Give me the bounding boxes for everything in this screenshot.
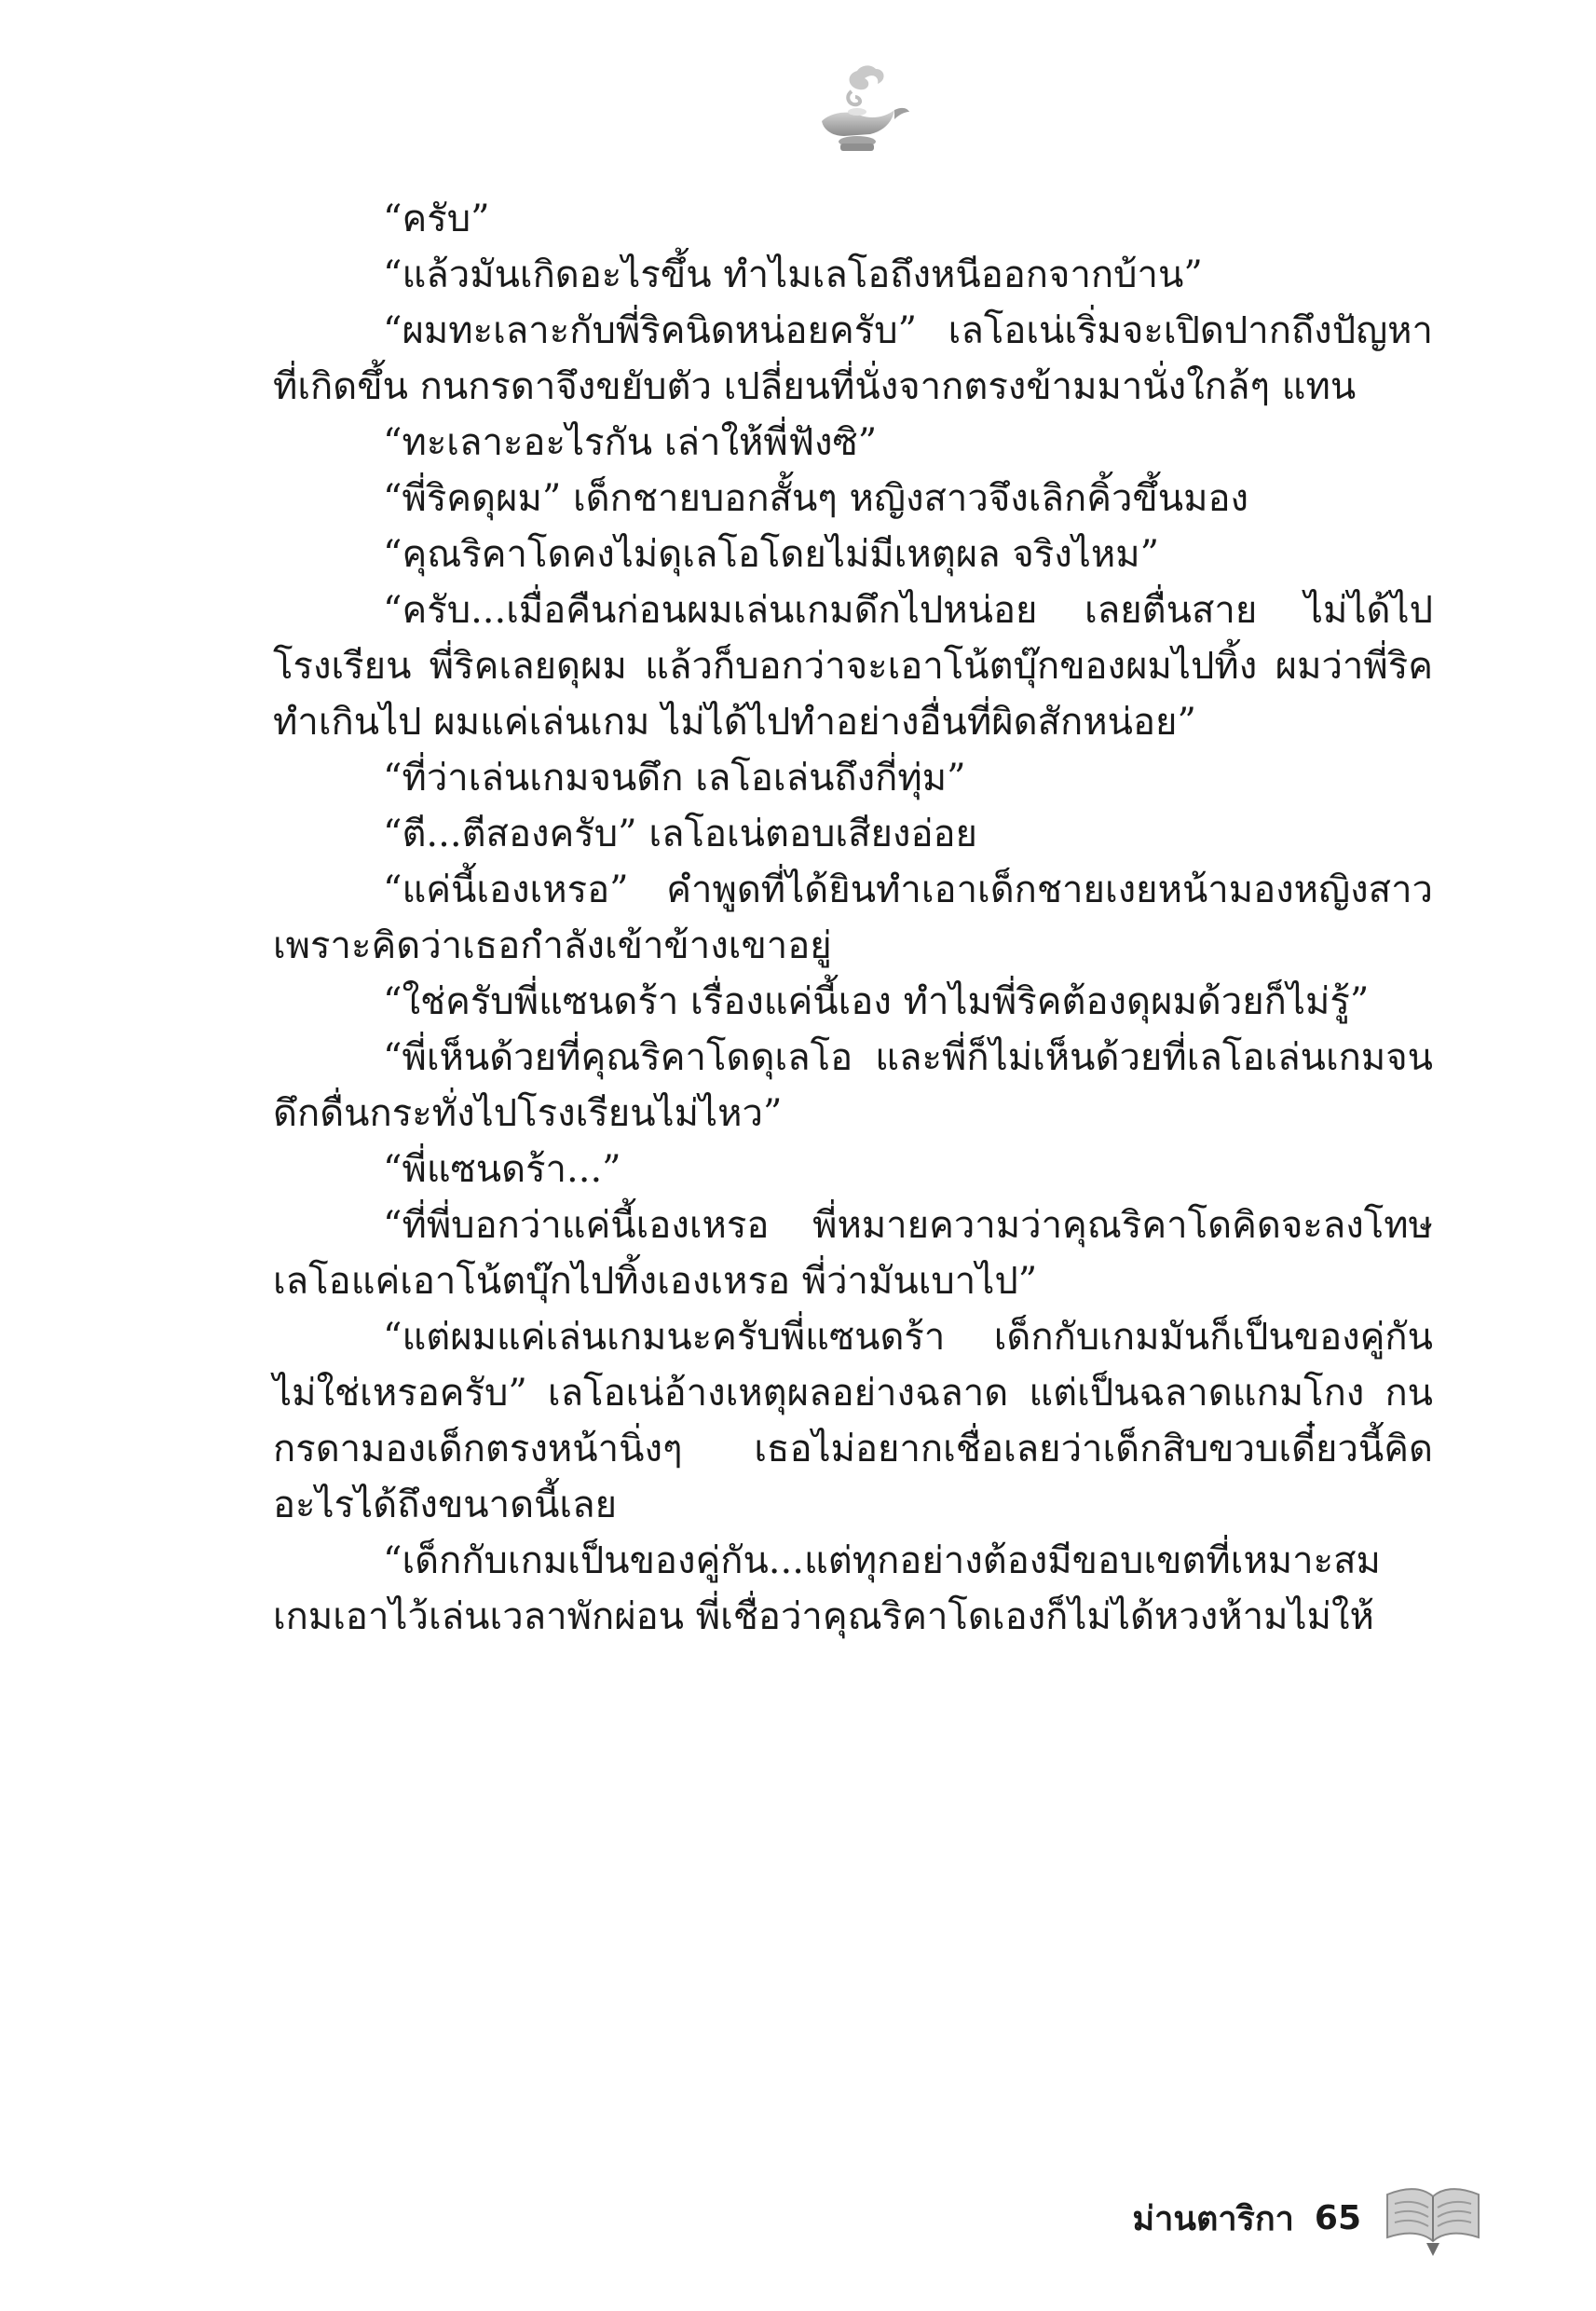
page-number: 65 (1314, 2198, 1361, 2237)
paragraph: “พี่ริคดุผม” เด็กชายบอกสั้นๆ หญิงสาวจึงเลิกคิ้วขึ้นมอง (383, 477, 1249, 520)
paragraph: “ผมทะเลาะกับพี่ริคนิดหน่อยครับ” เลโอเน่เริ่มจะเปิดปากถึงปัญหาที่เกิดขึ้น กนกรดาจึงขยับตัว เปลี่ยนที่นั่งจากตรงข้ามมานั่งใกล้ๆ แทน (273, 309, 1433, 408)
book-title: ม่านตาริกา (1132, 2199, 1294, 2238)
paragraph: “ที่ว่าเล่นเกมจนดึก เลโอเล่นถึงกี่ทุ่ม” (383, 757, 966, 800)
paragraph: “ตี...ตีสองครับ” เลโอเน่ตอบเสียงอ่อย (383, 813, 977, 855)
paragraph: “ครับ” (383, 198, 490, 240)
paragraph: “เด็กกับเกมเป็นของคู่กัน...แต่ทุกอย่างต้องมีขอบเขตที่เหมาะสม เกมเอาไว้เล่นเวลาพักผ่อน พี่เชื่อว่าคุณริคาโดเองก็ไม่ได้หวงห้ามไม่ให้ (273, 1539, 1381, 1638)
paragraph: “พี่เห็นด้วยที่คุณริคาโดดุเลโอ และพี่ก็ไม่เห็นด้วยที่เลโอเล่นเกมจนดึกดื่นกระทั่งไปโรงเรียนไม่ไหว” (273, 1036, 1433, 1135)
paragraph: “ใช่ครับพี่แซนดร้า เรื่องแค่นี้เอง ทำไมพี่ริคต้องดุผมด้วยก็ไม่รู้” (383, 980, 1370, 1023)
paragraph: “พี่แซนดร้า...” (383, 1148, 621, 1191)
paragraph: “ที่พี่บอกว่าแค่นี้เองเหรอ พี่หมายความว่าคุณริคาโดคิดจะลงโทษเลโอแค่เอาโน้ตบุ๊กไปทิ้งเองเหรอ พี่ว่ามันเบาไป” (273, 1204, 1433, 1303)
page-footer (1132, 2176, 1484, 2260)
book-ornament-icon (1382, 2176, 1484, 2260)
body-text (273, 191, 1433, 1645)
paragraph: “ทะเลาะอะไรกัน เล่าให้พี่ฟังซิ” (383, 421, 878, 464)
paragraph: “แต่ผมแค่เล่นเกมนะครับพี่แซนดร้า เด็กกับเกมมันก็เป็นของคู่กันไม่ใช่เหรอครับ” เลโอเน่อ้างเหตุผลอย่างฉลาด แต่เป็นฉลาดแกมโกง กนกรดามองเด็กตรงหน้านิ่งๆ เธอไม่อยากเชื่อเลยว่าเด็กสิบขวบเดี๋ยวนี้คิดอะไรได้ถึงขนาดนี้เลย (273, 1316, 1433, 1526)
magic-lamp-icon (803, 63, 915, 166)
paragraph: “แค่นี้เองเหรอ” คำพูดที่ได้ยินทำเอาเด็กชายเงยหน้ามองหญิงสาวเพราะคิดว่าเธอกำลังเข้าข้างเขาอยู่ (273, 868, 1433, 967)
paragraph: “แล้วมันเกิดอะไรขึ้น ทำไมเลโอถึงหนีออกจากบ้าน” (383, 253, 1203, 296)
paragraph: “ครับ...เมื่อคืนก่อนผมเล่นเกมดึกไปหน่อย เลยตื่นสาย ไม่ได้ไปโรงเรียน พี่ริคเลยดุผม แล้วก็บอกว่าจะเอาโน้ตบุ๊กของผมไปทิ้ง ผมว่าพี่ริคทำเกินไป ผมแค่เล่นเกม ไม่ได้ไปทำอย่างอื่นที่ผิดสักหน่อย” (273, 589, 1433, 744)
paragraph: “คุณริคาโดคงไม่ดุเลโอโดยไม่มีเหตุผล จริงไหม” (383, 533, 1160, 576)
